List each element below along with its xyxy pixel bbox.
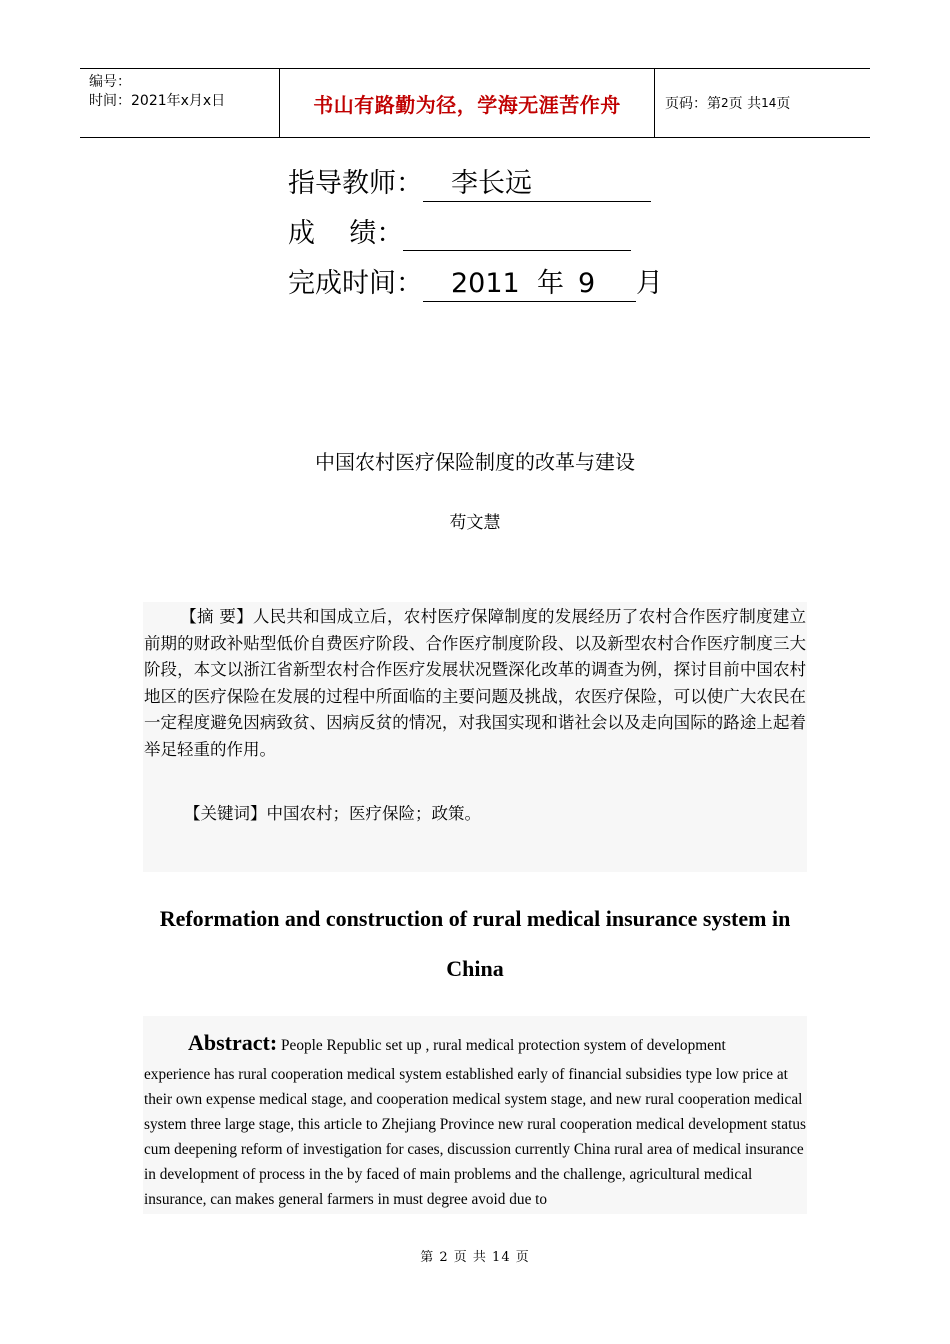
abstract-cn-text: 人民共和国成立后，农村医疗保障制度的发展经历了农村合作医疗制度建立前期的财政补贴型低价自费医疗阶段、合作医疗制度阶段、以及新型农村合作医疗制度三大阶段，本文以浙江省新型农村合作医疗发展状况暨深化改革的调查为例，探讨目前中国农村地区的医疗保险在发展的过程中所面临的主要问题及挑战，农医疗保险，可以使广大农民在一定程度避免因病致贫、因病反贫的情况，对我国实现和谐社会以及走向国际的路途上起着举足轻重的作用。 bbox=[144, 607, 807, 759]
grade-line bbox=[288, 217, 631, 251]
page-total: 14 bbox=[761, 96, 777, 110]
paper-title-en-line2: China bbox=[446, 956, 504, 981]
abstract-cn-tag: 【摘 要】 bbox=[180, 607, 253, 626]
abstract-en-first: People Republic set up , rural medical protection system of development bbox=[281, 1037, 726, 1054]
header-page-info bbox=[655, 69, 870, 137]
keywords-tag: 【关键词】 bbox=[184, 804, 267, 823]
keywords-text: 中国农村；医疗保险；政策。 bbox=[266, 804, 481, 823]
month-unit: 月 bbox=[636, 268, 663, 299]
keywords bbox=[184, 800, 481, 824]
page-footer: 第 2 页 共 14 页 bbox=[420, 1250, 530, 1265]
date-line bbox=[288, 267, 663, 302]
year-unit: 年 bbox=[537, 267, 564, 302]
page-number: 2 bbox=[721, 96, 729, 110]
page-header bbox=[80, 68, 870, 138]
month-value: 9 bbox=[564, 267, 636, 302]
grade-label: 成 绩： bbox=[288, 218, 404, 249]
time-label: 时间：2021年x月x日 bbox=[89, 93, 226, 109]
grade-value bbox=[403, 219, 631, 251]
advisor-label: 指导教师： bbox=[288, 168, 423, 199]
advisor-line bbox=[288, 167, 651, 202]
abstract-en bbox=[144, 1024, 806, 1212]
advisor-value: 李长远 bbox=[423, 167, 651, 202]
year-value: 2011 bbox=[423, 267, 537, 302]
abstract-en-first-line bbox=[144, 1024, 806, 1062]
page-label: 页码：第 bbox=[665, 96, 721, 112]
abstract-cn bbox=[144, 604, 806, 763]
abstract-en-colon: : bbox=[269, 1030, 278, 1055]
paper-title-cn: 中国农村医疗保险制度的改革与建设 bbox=[315, 450, 635, 474]
date-label: 完成时间： bbox=[288, 268, 423, 299]
page-end: 页 bbox=[776, 96, 791, 112]
page-mid: 页 共 bbox=[728, 96, 762, 112]
author-name: 苟文慧 bbox=[449, 513, 501, 533]
abstract-en-rest: experience has rural cooperation medical system established early of financial subsidies type low price at their own expense medical stage, and cooperation medical system stage, and new rural cooperation medical system three large stage, this article to Zhejiang Province new rural cooperation medical development status cum deepening reform of investigation for cases, discussion currently China rural area of medical insurance in development of process in the by faced of main problems and the challenge, agricultural medical insurance, can makes general farmers in must degree avoid due to bbox=[144, 1066, 806, 1208]
header-motto: 书山有路勤为径，学海无涯苦作舟 bbox=[280, 69, 655, 137]
abstract-en-label: Abstract bbox=[188, 1030, 270, 1055]
paper-title-en-line1: Reformation and construction of rural medical insurance system in bbox=[159, 906, 791, 931]
number-label: 编号： bbox=[89, 74, 131, 90]
header-left-cell bbox=[80, 69, 280, 137]
